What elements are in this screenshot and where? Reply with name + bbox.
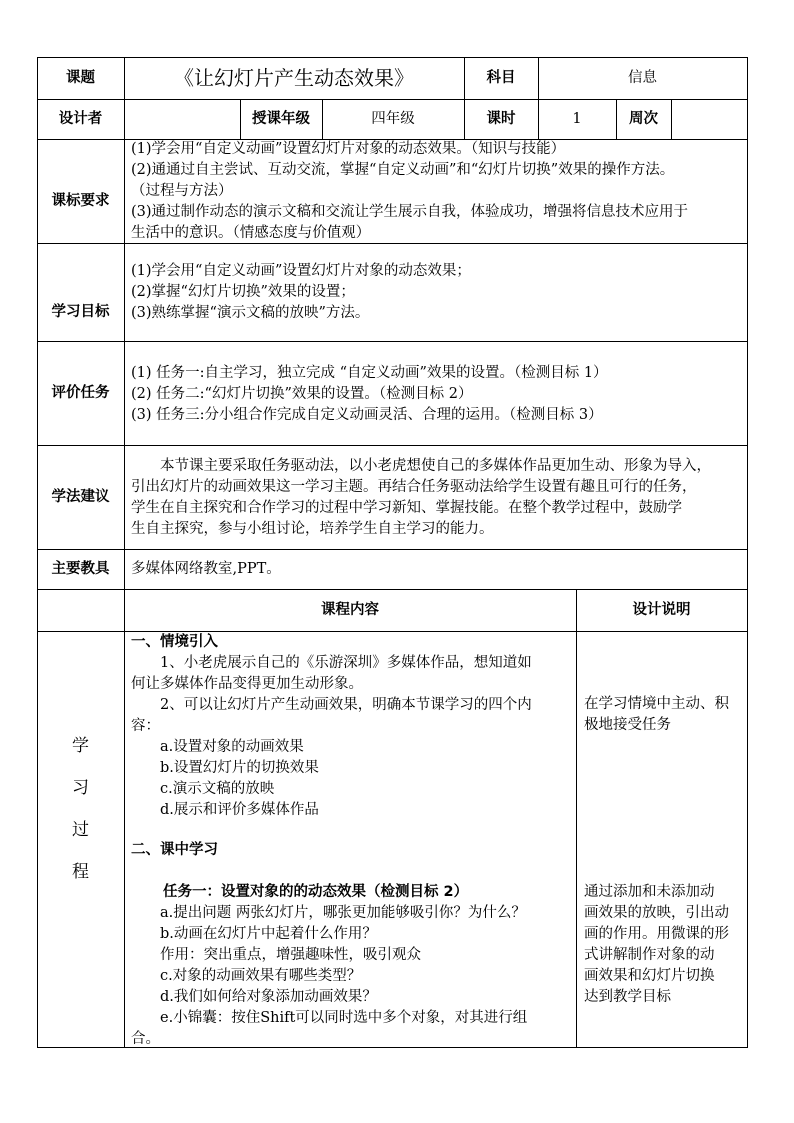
table-border (37, 589, 748, 590)
content-line: a.提出问题 两张幻灯片，哪张更加能够吸引你？为什么？ (131, 905, 526, 921)
content-line: d.我们如何给对象添加动画效果？ (131, 989, 377, 1005)
table-border (576, 589, 577, 1048)
objective-line: (3)熟练掌握“演示文稿的放映”方法。 (131, 305, 370, 321)
table-border (124, 57, 125, 1048)
note-line: 通过添加和未添加动 (584, 884, 715, 900)
label-topic: 课题 (66, 70, 95, 86)
content-line: 合。 (131, 1031, 160, 1047)
table-border (37, 341, 748, 342)
content-line: 容： (131, 718, 160, 734)
course-content-part1 (131, 632, 532, 821)
note-line: 极地接受任务 (584, 717, 671, 733)
design-note-2 (584, 882, 729, 1008)
content-line: e.小锦囊：按住Shift可以同时选中多个对象，对其进行组 (131, 1010, 528, 1026)
content-line: d.展示和评价多媒体作品 (131, 802, 319, 818)
content-line: b.动画在幻灯片中起着什么作用？ (131, 926, 377, 942)
note-line: 式讲解制作对象的动 (584, 947, 715, 963)
course-content-part2 (131, 903, 527, 1050)
side-label-char: 程 (72, 862, 89, 882)
content-line: 何让多媒体作品变得更加生动形象。 (131, 676, 363, 692)
content-line: 作用：突出重点，增强趣味性，吸引观众 (131, 947, 421, 963)
table-border (37, 549, 748, 550)
method-line: 引出幻灯片的动画效果这一学习主题。再结合任务驱动法给学生设置有趣且可行的任务， (131, 479, 697, 495)
content-line: c.演示文稿的放映 (131, 781, 275, 797)
header-course-content: 课程内容 (321, 602, 379, 618)
design-note-1 (584, 694, 729, 736)
evaluation-line: (3) 任务三:分小组合作完成自定义动画灵活、合理的运用。（检测目标 3） (131, 407, 603, 423)
lesson-title: 《让幻灯片产生动态效果》 (174, 66, 414, 90)
method-text (131, 456, 711, 540)
task1-heading: 任务一：设置对象的的动态效果（检测目标 2） (163, 884, 469, 900)
table-border (747, 57, 748, 1048)
side-label-char: 过 (72, 820, 89, 840)
objective-line: (1)学会用“自定义动画”设置幻灯片对象的动态效果； (131, 263, 471, 279)
label-objectives: 学习目标 (51, 304, 110, 320)
curriculum-line: 生活中的意识。（情感态度与价值观） (131, 225, 371, 241)
note-line: 画的作用。用微课的形 (584, 926, 729, 942)
evaluation-text (131, 363, 608, 426)
tools-value: 多媒体网络教室,PPT。 (131, 561, 281, 577)
objectives-text (131, 261, 471, 324)
subject-value: 信息 (628, 70, 657, 86)
label-designer: 设计者 (58, 111, 103, 127)
label-evaluation: 评价任务 (51, 385, 110, 401)
content-line: 1、小老虎展示自己的《乐游深圳》多媒体作品，想知道如 (131, 655, 532, 671)
objective-line: (2)掌握“幻灯片切换”效果的设置； (131, 284, 355, 300)
evaluation-line: (1) 任务一:自主学习，独立完成 “自定义动画”效果的设置。（检测目标 1） (131, 365, 608, 381)
side-label-char: 学 (72, 736, 89, 756)
label-period: 课时 (486, 111, 516, 127)
curriculum-line: (1)学会用“自定义动画”设置幻灯片对象的动态效果。（知识与技能） (131, 141, 566, 157)
label-week: 周次 (629, 111, 658, 127)
method-line: 本节课主要采取任务驱动法，以小老虎想使自己的多媒体作品更加生动、形象为导入， (131, 458, 711, 474)
side-label-char: 习 (72, 778, 89, 798)
curriculum-line: (2)通通过自主尝试、互动交流，掌握“自定义动画”和“幻灯片切换”效果的操作方法。 (131, 162, 675, 178)
note-line: 在学习情境中主动、积 (584, 696, 729, 712)
period-value: 1 (572, 111, 582, 127)
note-line: 画效果的放映，引出动 (584, 905, 729, 921)
curriculum-line: （过程与方法） (131, 183, 233, 199)
content-line: 2、可以让幻灯片产生动画效果，明确本节课学习的四个内 (131, 697, 532, 713)
note-line: 画效果和幻灯片切换 (584, 968, 715, 984)
label-curriculum: 课标要求 (51, 193, 110, 209)
method-line: 学生在自主探究和合作学习的过程中学习新知、掌握技能。在整个教学过程中，鼓励学 (131, 500, 682, 516)
method-line: 生自主探究，参与小组讨论，培养学生自主学习的能力。 (131, 521, 494, 537)
curriculum-line: (3)通过制作动态的演示文稿和交流让学生展示自我，体验成功，增强将信息技术应用于 (131, 204, 689, 220)
evaluation-line: (2) 任务二:“幻灯片切换”效果的设置。（检测目标 2） (131, 386, 473, 402)
grade-value: 四年级 (371, 111, 415, 127)
label-grade: 授课年级 (252, 111, 310, 127)
content-line: a.设置对象的动画效果 (131, 739, 304, 755)
content-line: c.对象的动画效果有哪些类型？ (131, 968, 362, 984)
section-learning-heading: 二、课中学习 (131, 842, 218, 858)
header-design-notes: 设计说明 (632, 602, 691, 618)
table-border (37, 99, 748, 100)
label-subject: 科目 (486, 70, 516, 86)
label-method: 学法建议 (51, 489, 110, 505)
section-intro-heading: 一、情境引入 (131, 634, 218, 650)
note-line: 达到教学目标 (584, 989, 671, 1005)
curriculum-text (131, 139, 688, 244)
content-line: b.设置幻灯片的切换效果 (131, 760, 319, 776)
table-border (37, 445, 748, 446)
label-tools: 主要教具 (51, 561, 110, 577)
table-border (37, 57, 748, 58)
table-border (671, 99, 672, 140)
